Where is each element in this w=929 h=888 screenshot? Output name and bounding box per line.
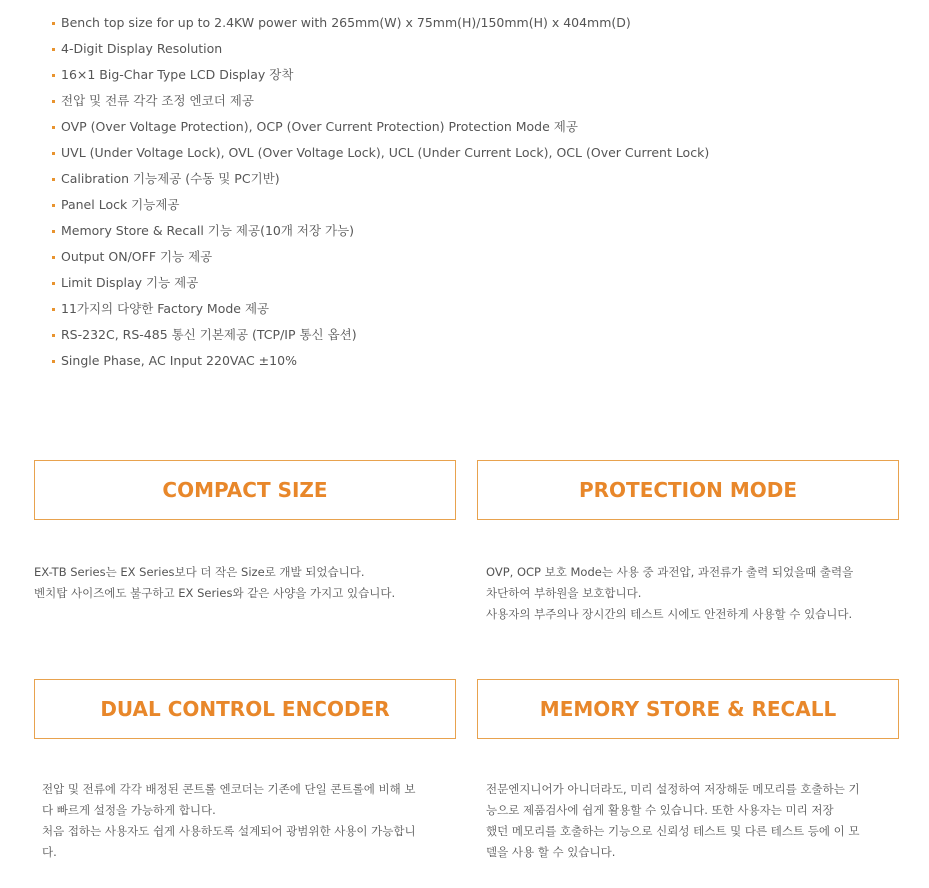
bullet-icon bbox=[52, 126, 55, 129]
protection-mode-title: PROTECTION MODE bbox=[579, 478, 797, 502]
spec-text: Limit Display 기능 제공 bbox=[61, 275, 199, 290]
spec-text: OVP (Over Voltage Protection), OCP (Over Current Protection) Protection Mode 제공 bbox=[61, 119, 578, 134]
bullet-icon bbox=[52, 360, 55, 363]
compact-size-header bbox=[34, 460, 456, 520]
dual-control-encoder-title: DUAL CONTROL ENCODER bbox=[100, 697, 390, 721]
compact-size-description bbox=[34, 562, 454, 604]
spec-item bbox=[52, 296, 709, 322]
bullet-icon bbox=[52, 100, 55, 103]
description-line: EX-TB Series는 EX Series보다 더 작은 Size로 개발 되었습니다. bbox=[34, 565, 365, 579]
dual-control-encoder-description bbox=[42, 779, 462, 863]
spec-item bbox=[52, 62, 709, 88]
spec-item bbox=[52, 140, 709, 166]
spec-item bbox=[52, 114, 709, 140]
spec-text: Single Phase, AC Input 220VAC ±10% bbox=[61, 353, 297, 368]
bullet-icon bbox=[52, 230, 55, 233]
spec-item bbox=[52, 88, 709, 114]
spec-text: Calibration 기능제공 (수동 및 PC기반) bbox=[61, 171, 280, 186]
spec-list bbox=[52, 10, 709, 374]
description-line: 처음 접하는 사용자도 쉽게 사용하도록 설계되어 광범위한 사용이 가능합니 bbox=[42, 824, 416, 838]
spec-item bbox=[52, 322, 709, 348]
description-line: 다 빠르게 설정을 가능하게 합니다. bbox=[42, 803, 216, 817]
spec-item bbox=[52, 348, 709, 374]
description-line: 능으로 제품검사에 쉽게 활용할 수 있습니다. 또한 사용자는 미리 저장 bbox=[486, 803, 834, 817]
spec-item bbox=[52, 10, 709, 36]
description-line: 다. bbox=[42, 845, 57, 859]
description-line: 벤치탑 사이즈에도 불구하고 EX Series와 같은 사양을 가지고 있습니다. bbox=[34, 586, 396, 600]
bullet-icon bbox=[52, 256, 55, 259]
spec-text: RS-232C, RS-485 통신 기본제공 (TCP/IP 통신 옵션) bbox=[61, 327, 357, 342]
spec-text: 전압 및 전류 각각 조정 엔코더 제공 bbox=[61, 93, 254, 108]
spec-text: 4-Digit Display Resolution bbox=[61, 41, 223, 56]
memory-store-recall-title: MEMORY STORE & RECALL bbox=[539, 697, 837, 721]
spec-item bbox=[52, 218, 709, 244]
bullet-icon bbox=[52, 152, 55, 155]
spec-text: UVL (Under Voltage Lock), OVL (Over Voltage Lock), UCL (Under Current Lock), OCL (Over Current Lock) bbox=[61, 145, 710, 160]
bullet-icon bbox=[52, 74, 55, 77]
bullet-icon bbox=[52, 178, 55, 181]
spec-item bbox=[52, 192, 709, 218]
spec-item bbox=[52, 36, 709, 62]
bullet-icon bbox=[52, 308, 55, 311]
spec-item bbox=[52, 270, 709, 296]
description-line: OVP, OCP 보호 Mode는 사용 중 과전압, 과전류가 출력 되었을때 출력을 bbox=[486, 565, 854, 579]
compact-size-title: COMPACT SIZE bbox=[162, 478, 328, 502]
spec-text: 16×1 Big-Char Type LCD Display 장착 bbox=[61, 67, 294, 82]
memory-store-recall-description bbox=[486, 779, 906, 863]
bullet-icon bbox=[52, 204, 55, 207]
spec-text: Bench top size for up to 2.4KW power with 265mm(W) x 75mm(H)/150mm(H) x 404mm(D) bbox=[61, 15, 631, 30]
spec-text: Panel Lock 기능제공 bbox=[61, 197, 180, 212]
spec-item bbox=[52, 244, 709, 270]
bullet-icon bbox=[52, 334, 55, 337]
memory-store-recall-header bbox=[477, 679, 899, 739]
spec-item bbox=[52, 166, 709, 192]
dual-control-encoder-header bbox=[34, 679, 456, 739]
description-line: 차단하여 부하원을 보호합니다. bbox=[486, 586, 642, 600]
protection-mode-header bbox=[477, 460, 899, 520]
spec-text: Output ON/OFF 기능 제공 bbox=[61, 249, 213, 264]
bullet-icon bbox=[52, 48, 55, 51]
spec-text: Memory Store & Recall 기능 제공(10개 저장 가능) bbox=[61, 223, 355, 238]
spec-text: 11가지의 다양한 Factory Mode 제공 bbox=[61, 301, 270, 316]
description-line: 사용자의 부주의나 장시간의 테스트 시에도 안전하게 사용할 수 있습니다. bbox=[486, 607, 853, 621]
protection-mode-description bbox=[486, 562, 906, 625]
description-line: 했던 메모리를 호출하는 기능으로 신뢰성 테스트 및 다른 테스트 등에 이 모 bbox=[486, 824, 860, 838]
description-line: 전압 및 전류에 각각 배정된 콘트롤 엔코더는 기존에 단일 콘트롤에 비해 보 bbox=[42, 782, 416, 796]
description-line: 델을 사용 할 수 있습니다. bbox=[486, 845, 616, 859]
bullet-icon bbox=[52, 282, 55, 285]
description-line: 전문엔지니어가 아니더라도, 미리 설정하여 저장해둔 메모리를 호출하는 기 bbox=[486, 782, 860, 796]
bullet-icon bbox=[52, 22, 55, 25]
